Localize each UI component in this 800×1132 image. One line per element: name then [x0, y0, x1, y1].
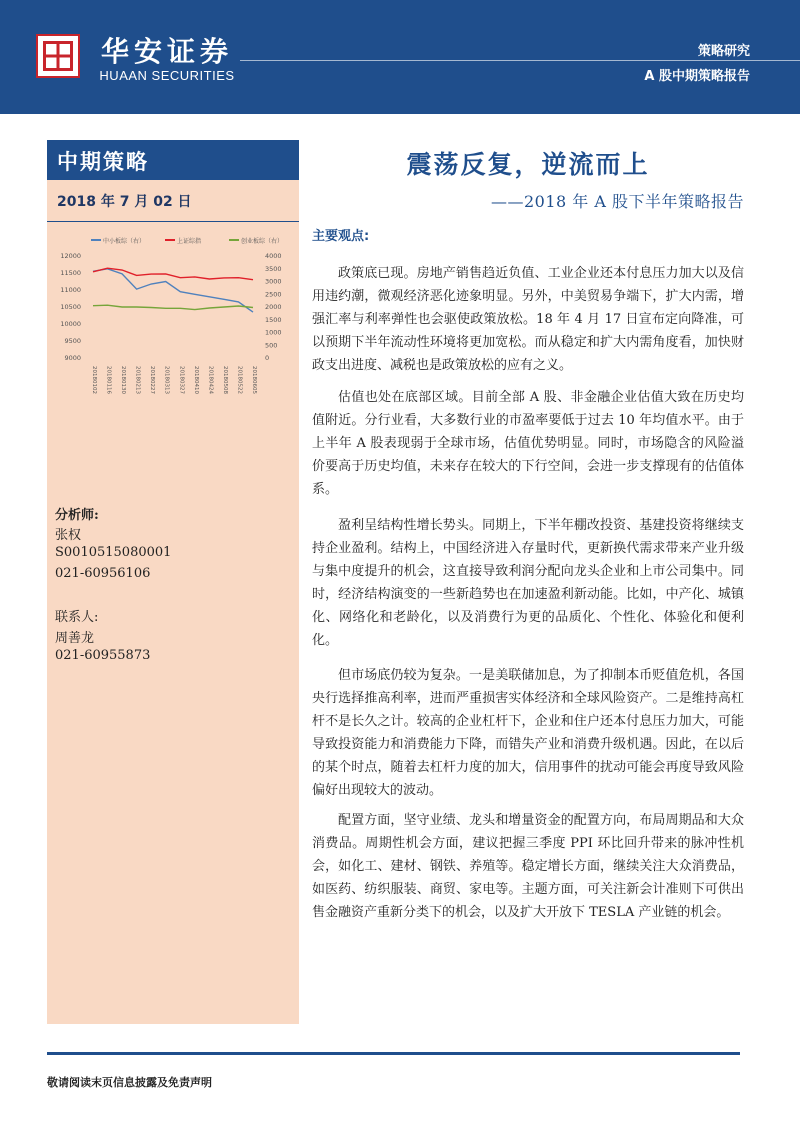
y-right-tick-label: 3500	[265, 264, 282, 273]
report-date: 2018 年 7 月 02 日	[57, 194, 192, 210]
contact-name: 周善龙	[55, 631, 95, 646]
sidebar	[47, 140, 299, 1024]
y-left-tick-label: 10000	[60, 320, 81, 328]
contact-phone: 021-60955873	[55, 648, 151, 663]
series-line	[93, 268, 253, 280]
y-left-tick-label: 9500	[64, 337, 81, 345]
paragraph-valuation: 估值也处在底部区域。目前全部 A 股、非金融企业估值大致在历史均值附近。分行业看，大多数行业的市盈率要低于过去 10 年均值水平。由于上半年 A 股表现弱于全球市场，估值优势明显。同时，市场隐含的风险溢价要高于历史均值，未来存在较大的下行空间，会进一步支撑现有的估值体系。	[312, 390, 744, 497]
paragraph-policy: 政策底已现。房地产销售趋近负值、工业企业还本付息压力加大以及信用违约潮，微观经济恶化迹象明显。另外，中美贸易争端下，扩大内需，增强汇率与利率弹性也会驱使政策放松。18 年 4 月 17 日宣布定向降准，可以预期下半年流动性环境将更加宽松。而从稳定和扩大内需角度看，加快财政支出进度、减税也是政策放松的应有之义。	[312, 266, 744, 373]
paragraph-allocation: 配置方面，坚守业绩、龙头和增量资金的配置方向，布局周期品和大众消费品。周期性机会方面，建议把握三季度 PPI 环比回升带来的脉冲性机会，如化工、建材、钢铁、养殖等。稳定增长方面，继续关注大众消费品，如医药、纺织服装、商贸、家电等。主题方面，可关注新会计准则下可供出售金融资产重新分类下的机会，以及扩大开放下 TESLA 产业链的机会。	[312, 813, 744, 920]
y-right-tick-label: 4000	[265, 252, 282, 260]
report-type: A 股中期策略报告	[644, 69, 750, 84]
report-category: 策略研究	[697, 44, 750, 59]
header-divider	[240, 60, 800, 61]
report-subtitle: ——2018 年 A 股下半年策略报告	[490, 192, 744, 211]
sidebar-title-bar	[47, 140, 299, 180]
paragraph-earnings: 盈利呈结构性增长势头。同期上，下半年棚改投资、基建投资将继续支持企业盈利。结构上，中国经济进入存量时代，更新换代需求带来产业升级与集中度提升的机会，这直接导致利润分配向龙头企业和上市公司集中。同时，经济结构演变的一些新趋势也在加速盈利新动能。比如，中产化、城镇化、网络化和老龄化，以及消费行为更的品质化、个性化、体验化和便利化。	[312, 518, 744, 648]
analyst-label: 分析师:	[55, 508, 99, 523]
footer-divider	[47, 1052, 740, 1055]
legend-label: 创业板综（右）	[241, 238, 284, 245]
sidebar-title: 中期策略	[57, 149, 149, 174]
x-tick-label: 20180313	[163, 366, 170, 394]
x-tick-label: 20180508	[221, 366, 228, 394]
x-tick-label: 20180227	[149, 366, 156, 394]
brand-name-cn: 华安证券	[100, 35, 233, 68]
y-right-tick-label: 2500	[265, 290, 282, 299]
x-tick-label: 20180327	[178, 366, 185, 394]
y-right-tick-label: 1500	[265, 315, 282, 324]
analyst-name: 张权	[55, 528, 82, 543]
brand-name-en: HUAAN SECURITIES	[99, 68, 235, 83]
y-left-tick-label: 9000	[64, 354, 81, 362]
paragraph-risks: 但市场底仍较为复杂。一是美联储加息，为了抑制本币贬值危机，各国央行选择推高利率，进而严重损害实体经济和全球风险资产。二是维持高杠杆不是长久之计。较高的企业杠杆下，企业和住户还本付息压力加大，可能导致投资能力和消费能力下降，而错失产业和消费升级机遇。因此，在以后的某个时点，随着去杠杆力度的加大，信用事件的扰动可能会再度导致风险偏好出现较大的波动。	[312, 668, 744, 798]
y-right-tick-label: 1000	[265, 328, 282, 337]
huaan-logo-seal-icon	[36, 34, 80, 78]
x-tick-label: 20180130	[120, 366, 127, 394]
y-right-tick-label: 2000	[265, 303, 282, 311]
key-points-label: 主要观点:	[312, 229, 370, 244]
y-right-tick-label: 0	[265, 354, 270, 362]
x-tick-label: 20180522	[236, 366, 243, 394]
chart-svg	[47, 228, 299, 468]
y-right-tick-label: 3000	[265, 277, 282, 286]
y-left-tick-label: 11500	[60, 269, 81, 277]
footer-disclaimer: 敬请阅读末页信息披露及免责声明	[47, 1076, 212, 1089]
analyst-cert: S0010515080001	[55, 545, 172, 560]
y-left-tick-label: 11000	[60, 286, 81, 294]
sidebar-divider	[47, 221, 299, 222]
x-tick-label: 20180424	[207, 366, 214, 394]
x-tick-label: 20180213	[134, 366, 141, 394]
x-tick-label: 20180410	[192, 366, 199, 394]
y-left-tick-label: 10500	[60, 303, 81, 311]
x-tick-label: 20180605	[251, 366, 257, 394]
market-index-chart	[47, 228, 299, 468]
page-header	[0, 0, 800, 114]
y-left-tick-label: 12000	[60, 252, 81, 260]
legend-label: 中小板综（右）	[103, 238, 146, 245]
analyst-phone: 021-60956106	[55, 566, 151, 581]
report-title: 震荡反复，逆流而上	[406, 150, 650, 179]
x-tick-label: 20180102	[91, 366, 97, 394]
legend-label: 上证综指	[177, 238, 202, 245]
y-right-tick-label: 500	[265, 341, 278, 350]
contact-label: 联系人:	[55, 610, 99, 625]
x-tick-label: 20180116	[105, 366, 112, 394]
series-line	[93, 305, 253, 309]
